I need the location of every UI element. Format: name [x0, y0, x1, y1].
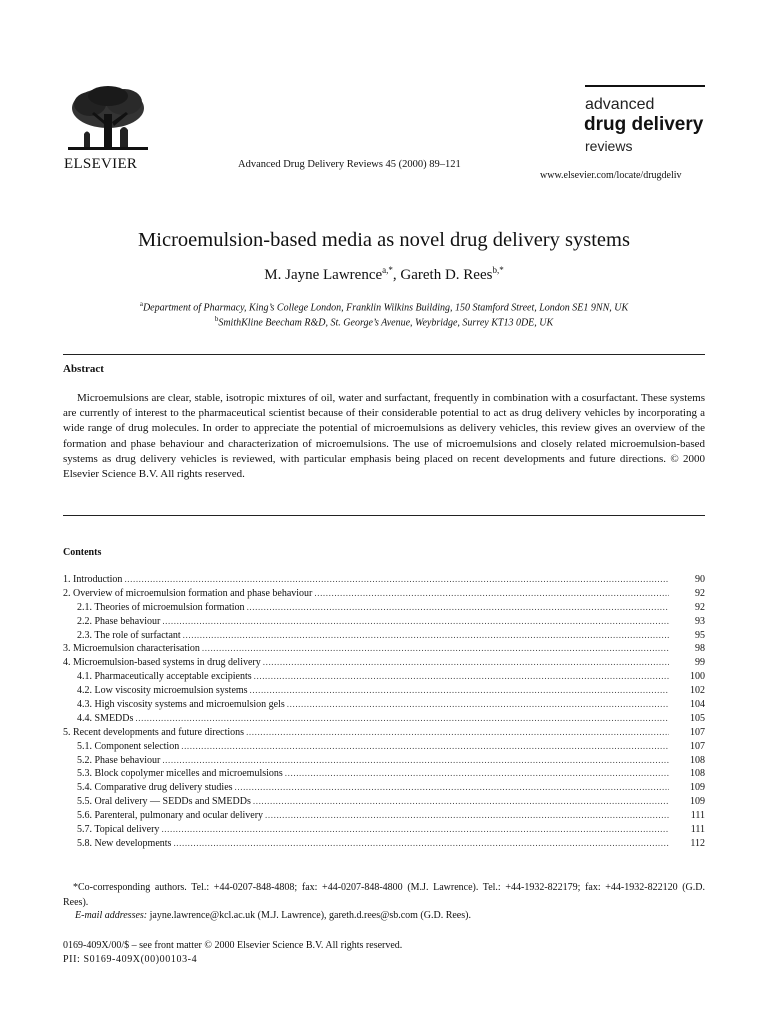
email-footnote — [75, 910, 471, 921]
toc-entry[interactable] — [63, 574, 705, 588]
abstract-heading: Abstract — [63, 363, 104, 375]
toc-entry-label: 1. Introduction — [63, 574, 123, 585]
table-of-contents — [63, 574, 705, 852]
journal-citation: Advanced Drug Delivery Reviews 45 (2000) 89–121 — [238, 159, 461, 170]
toc-leader-dots — [162, 616, 669, 626]
toc-entry[interactable] — [63, 713, 705, 727]
toc-entry-label: 5.6. Parenteral, pulmonary and ocular delivery — [77, 810, 264, 822]
toc-entry-page: 108 — [690, 768, 705, 780]
toc-entry[interactable] — [63, 782, 705, 796]
toc-entry-page: 109 — [690, 782, 705, 794]
toc-leader-dots — [265, 810, 669, 820]
toc-entry-page: 92 — [695, 601, 705, 613]
toc-entry-page: 99 — [695, 657, 705, 669]
affiliation — [0, 315, 768, 328]
toc-entry-page: 112 — [690, 837, 705, 849]
toc-entry[interactable] — [63, 796, 705, 810]
toc-leader-dots — [135, 713, 669, 723]
toc-entry-page: 100 — [690, 671, 705, 683]
divider — [63, 354, 705, 355]
toc-leader-dots — [181, 741, 669, 751]
toc-entry-label: 4.1. Pharmaceutically acceptable excipients — [77, 671, 252, 683]
toc-entry[interactable] — [63, 616, 705, 630]
author-separator: , — [392, 267, 401, 283]
toc-entry-page: 111 — [690, 824, 705, 836]
affiliation-mark: b — [214, 315, 219, 323]
toc-leader-dots — [235, 782, 669, 792]
issn-front-matter: 0169-409X/00/$ – see front matter © 2000 Elsevier Science B.V. All rights reserved. — [63, 940, 403, 951]
author-list — [0, 265, 768, 284]
toc-entry-label: 4. Microemulsion-based systems in drug delivery — [63, 657, 261, 669]
affiliation-text: Department of Pharmacy, King’s College London, Franklin Wilkins Building, 150 Stamford Street, London SE1 9NN, UK — [142, 302, 629, 314]
toc-leader-dots — [314, 588, 669, 598]
toc-entry[interactable] — [63, 671, 705, 685]
toc-entry-page: 95 — [695, 629, 705, 641]
toc-entry[interactable] — [63, 838, 705, 852]
toc-entry-page: 108 — [690, 754, 705, 766]
toc-entry[interactable] — [63, 810, 705, 824]
corresponding-author-footnote: *Co-corresponding authors. Tel.: +44-0207-848-4808; fax: +44-0207-848-4800 (M.J. Lawrence). Tel.: +44-1932-822179; fax: +44-1932-822120 (G.D. Rees). — [63, 882, 705, 908]
toc-entry-page: 107 — [690, 726, 705, 738]
toc-entry[interactable] — [63, 741, 705, 755]
toc-entry-page: 109 — [690, 796, 705, 808]
toc-entry-label: 2. Overview of microemulsion formation and phase behaviour — [63, 587, 313, 599]
toc-leader-dots — [173, 838, 669, 848]
toc-leader-dots — [250, 685, 669, 695]
toc-leader-dots — [202, 643, 669, 653]
toc-entry-label: 5.5. Oral delivery — SEDDs and SMEDDs — [77, 796, 251, 808]
affiliation — [0, 300, 768, 313]
author-affiliation-mark: a,* — [382, 265, 393, 275]
toc-entry[interactable] — [63, 768, 705, 782]
toc-entry[interactable] — [63, 643, 705, 657]
elsevier-tree-logo-icon — [60, 84, 156, 156]
email-addresses[interactable]: jayne.lawrence@kcl.ac.uk (M.J. Lawrence), gareth.d.rees@sb.com (G.D. Rees). — [147, 910, 471, 921]
toc-entry[interactable] — [63, 602, 705, 616]
toc-leader-dots — [124, 574, 669, 584]
toc-entry-label: 4.3. High viscosity systems and microemulsion gels — [77, 699, 285, 711]
toc-entry-label: 5.3. Block copolymer micelles and microemulsions — [77, 768, 283, 780]
journal-brand-rule — [585, 85, 705, 87]
contents-heading: Contents — [63, 547, 102, 558]
toc-entry-label: 5.8. New developments — [77, 837, 172, 849]
toc-entry-page: 102 — [690, 685, 705, 697]
toc-entry-page: 111 — [690, 810, 705, 822]
journal-brand-line1: advanced — [585, 96, 655, 113]
toc-leader-dots — [247, 602, 669, 612]
email-label: E-mail addresses: — [75, 910, 148, 921]
journal-url-link[interactable]: www.elsevier.com/locate/drugdeliv — [540, 170, 682, 181]
toc-entry-page: 90 — [695, 574, 705, 585]
pii-identifier: PII: S0169-409X(00)00103-4 — [63, 954, 198, 965]
toc-entry-page: 105 — [690, 712, 705, 724]
toc-entry-label: 3. Microemulsion characterisation — [63, 643, 200, 655]
toc-leader-dots — [254, 671, 669, 681]
toc-entry-label: 5.4. Comparative drug delivery studies — [77, 782, 233, 794]
toc-entry-label: 5.7. Topical delivery — [77, 824, 160, 836]
toc-leader-dots — [285, 768, 669, 778]
toc-entry-label: 5.2. Phase behaviour — [77, 754, 161, 766]
toc-entry-label: 2.1. Theories of microemulsion formation — [77, 601, 245, 613]
toc-leader-dots — [161, 824, 669, 834]
toc-entry-label: 5.1. Component selection — [77, 740, 180, 752]
toc-leader-dots — [183, 630, 669, 640]
author-name: Gareth D. Rees — [400, 267, 493, 283]
toc-entry[interactable] — [63, 699, 705, 713]
toc-entry[interactable] — [63, 588, 705, 602]
toc-entry-page: 98 — [695, 643, 705, 655]
toc-leader-dots — [162, 755, 669, 765]
toc-entry-page: 92 — [695, 587, 705, 599]
toc-entry-page: 107 — [690, 740, 705, 752]
toc-entry[interactable] — [63, 755, 705, 769]
abstract-body: Microemulsions are clear, stable, isotropic mixtures of oil, water and surfactant, frequently in combination with a cosurfactant. These systems are currently of interest to the pharmaceutical scientist because of their considerable potential to act as drug delivery vehicles by incorporating a wide range of drug molecules. In order to appreciate the potential of microemulsions as delivery vehicles, this review gives an overview of the formation and phase behaviour and characterization of microemulsions. The use of microemulsions and closely related microemulsion-based systems as drug delivery vehicles is reviewed, with particular emphasis being placed on recent developments and future directions. © 2000 Elsevier Science B.V. All rights reserved. — [63, 392, 705, 481]
divider — [63, 515, 705, 516]
toc-entry-label: 4.4. SMEDDs — [77, 712, 134, 724]
toc-entry[interactable] — [63, 685, 705, 699]
toc-leader-dots — [246, 727, 669, 737]
affiliation-mark: a — [139, 300, 143, 308]
toc-entry-page: 104 — [690, 699, 705, 711]
toc-entry[interactable] — [63, 657, 705, 671]
toc-entry-label: 5. Recent developments and future directions — [63, 726, 245, 738]
toc-entry[interactable] — [63, 824, 705, 838]
toc-entry-label: 2.2. Phase behaviour — [77, 615, 161, 627]
toc-entry-page: 93 — [695, 615, 705, 627]
toc-entry-label: 4.2. Low viscosity microemulsion systems — [77, 685, 248, 697]
toc-leader-dots — [263, 657, 669, 667]
toc-leader-dots — [253, 796, 669, 806]
author-affiliation-mark: b,* — [492, 265, 504, 275]
article-title: Microemulsion-based media as novel drug delivery systems — [138, 229, 630, 251]
toc-entry[interactable] — [63, 727, 705, 741]
toc-entry-label: 2.3. The role of surfactant — [77, 629, 181, 641]
publisher-logo-text: ELSEVIER — [64, 156, 138, 172]
toc-entry[interactable] — [63, 630, 705, 644]
journal-brand-line2: drug delivery — [584, 114, 704, 135]
toc-leader-dots — [287, 699, 669, 709]
journal-brand-line3: reviews — [585, 138, 633, 154]
affiliation-text: SmithKline Beecham R&D, St. George’s Avenue, Weybridge, Surrey KT13 0DE, UK — [218, 317, 554, 329]
author-name: M. Jayne Lawrence — [264, 267, 383, 283]
